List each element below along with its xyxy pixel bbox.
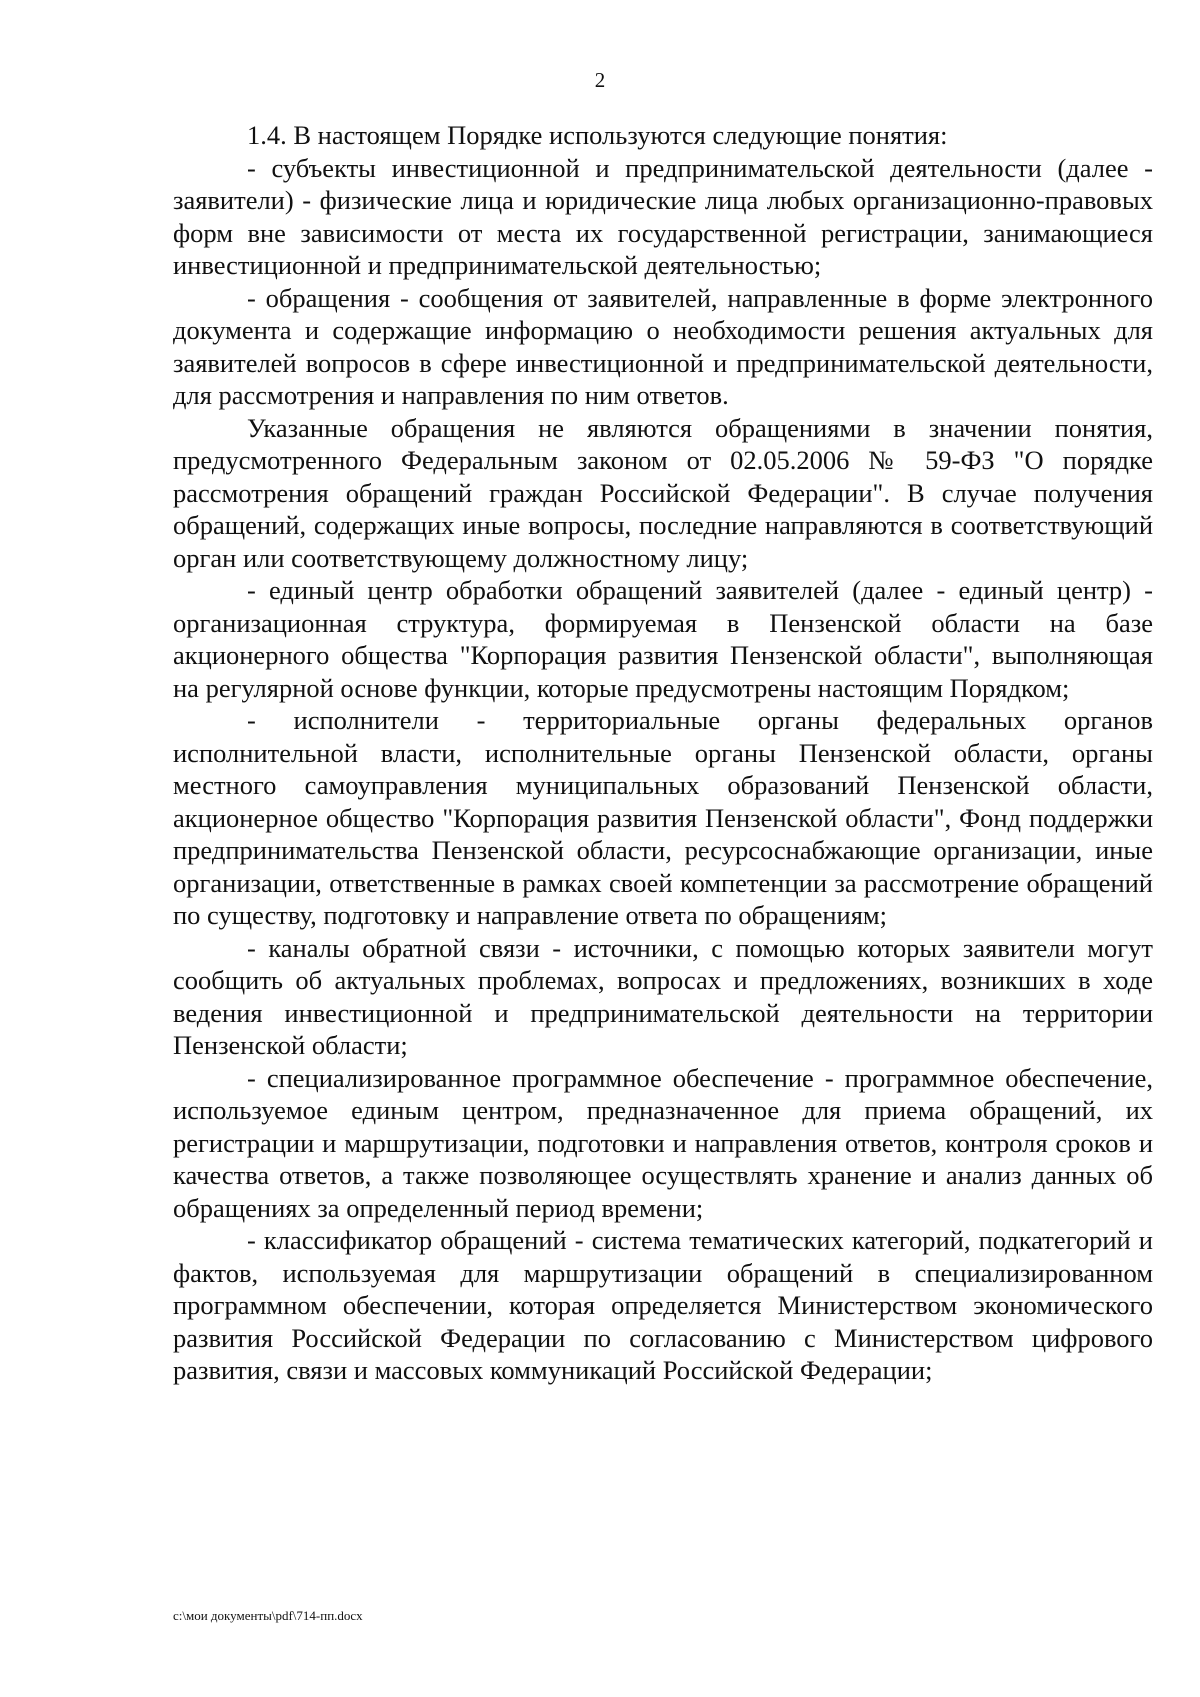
- paragraph-applicants-definition: - субъекты инвестиционной и предпринимательской деятельности (далее - заявители) - физические лица и юридические лица любых организационно-правовых форм вне зависимости от места их государственной регистрации, занимающиеся инвестиционной и предпринимательской деятельностью;: [173, 152, 1153, 280]
- file-path-footer: c:\мои документы\pdf\714-пп.docx: [173, 1608, 363, 1623]
- paragraph-unified-center-definition: - единый центр обработки обращений заявителей (далее - единый центр) - организационная структура, формируемая в Пензенской области на базе акционерного общества "Корпорация развития Пензенской области", выполняющая на регулярной основе функции, которые предусмотрены настоящим Порядком;: [173, 575, 1153, 703]
- paragraph-software-definition: - специализированное программное обеспечение - программное обеспечение, используемое единым центром, предназначенное для приема обращений, их регистрации и маршрутизации, подготовки и направления ответов, контроля сроков и качества ответов, а также позволяющее осуществлять хранение и анализ данных об обращениях за определенный период времени;: [173, 1062, 1153, 1223]
- paragraph-executors-definition: - исполнители - территориальные органы федеральных органов исполнительной власти, исполнительные органы Пензенской области, органы местного самоуправления муниципальных образований Пензенской области, акционерное общество "Корпорация развития Пензенской области", Фонд поддержки предпринимательства Пензенской области, ресурсоснабжающие организации, иные организации, ответственные в рамках своей компетенции за рассмотрение обращений по существу, подготовку и направление ответа по обращениям;: [173, 705, 1153, 930]
- paragraph-appeals-note: Указанные обращения не являются обращениями в значении понятия, предусмотренного Федеральным законом от 02.05.2006 № 59-ФЗ "О порядке рассмотрения обращений граждан Российской Федерации". В случае получения обращений, содержащих иные вопросы, последние направляются в соответствующий орган или соответствующему должностному лицу;: [173, 412, 1153, 573]
- paragraph-1-4-intro: 1.4. В настоящем Порядке используются следующие понятия:: [247, 120, 948, 150]
- page-number: 2: [594, 68, 606, 92]
- paragraph-appeals-definition: - обращения - сообщения от заявителей, направленные в форме электронного документа и содержащие информацию о необходимости решения актуальных для заявителей вопросов в сфере инвестиционной и предпринимательской деятельности, для рассмотрения и направления по ним ответов.: [173, 282, 1153, 410]
- paragraph-feedback-channels-definition: - каналы обратной связи - источники, с помощью которых заявители могут сообщить об актуальных проблемах, вопросах и предложениях, возникших в ходе ведения инвестиционной и предпринимательской деятельности на территории Пензенской области;: [173, 932, 1153, 1060]
- paragraph-classifier-definition: - классификатор обращений - система тематических категорий, подкатегорий и фактов, используемая для маршрутизации обращений в специализированном программном обеспечении, которая определяется Министерством экономического развития Российской Федерации по согласованию с Министерством цифрового развития, связи и массовых коммуникаций Российской Федерации;: [173, 1225, 1153, 1385]
- document-body: [173, 119, 1153, 1387]
